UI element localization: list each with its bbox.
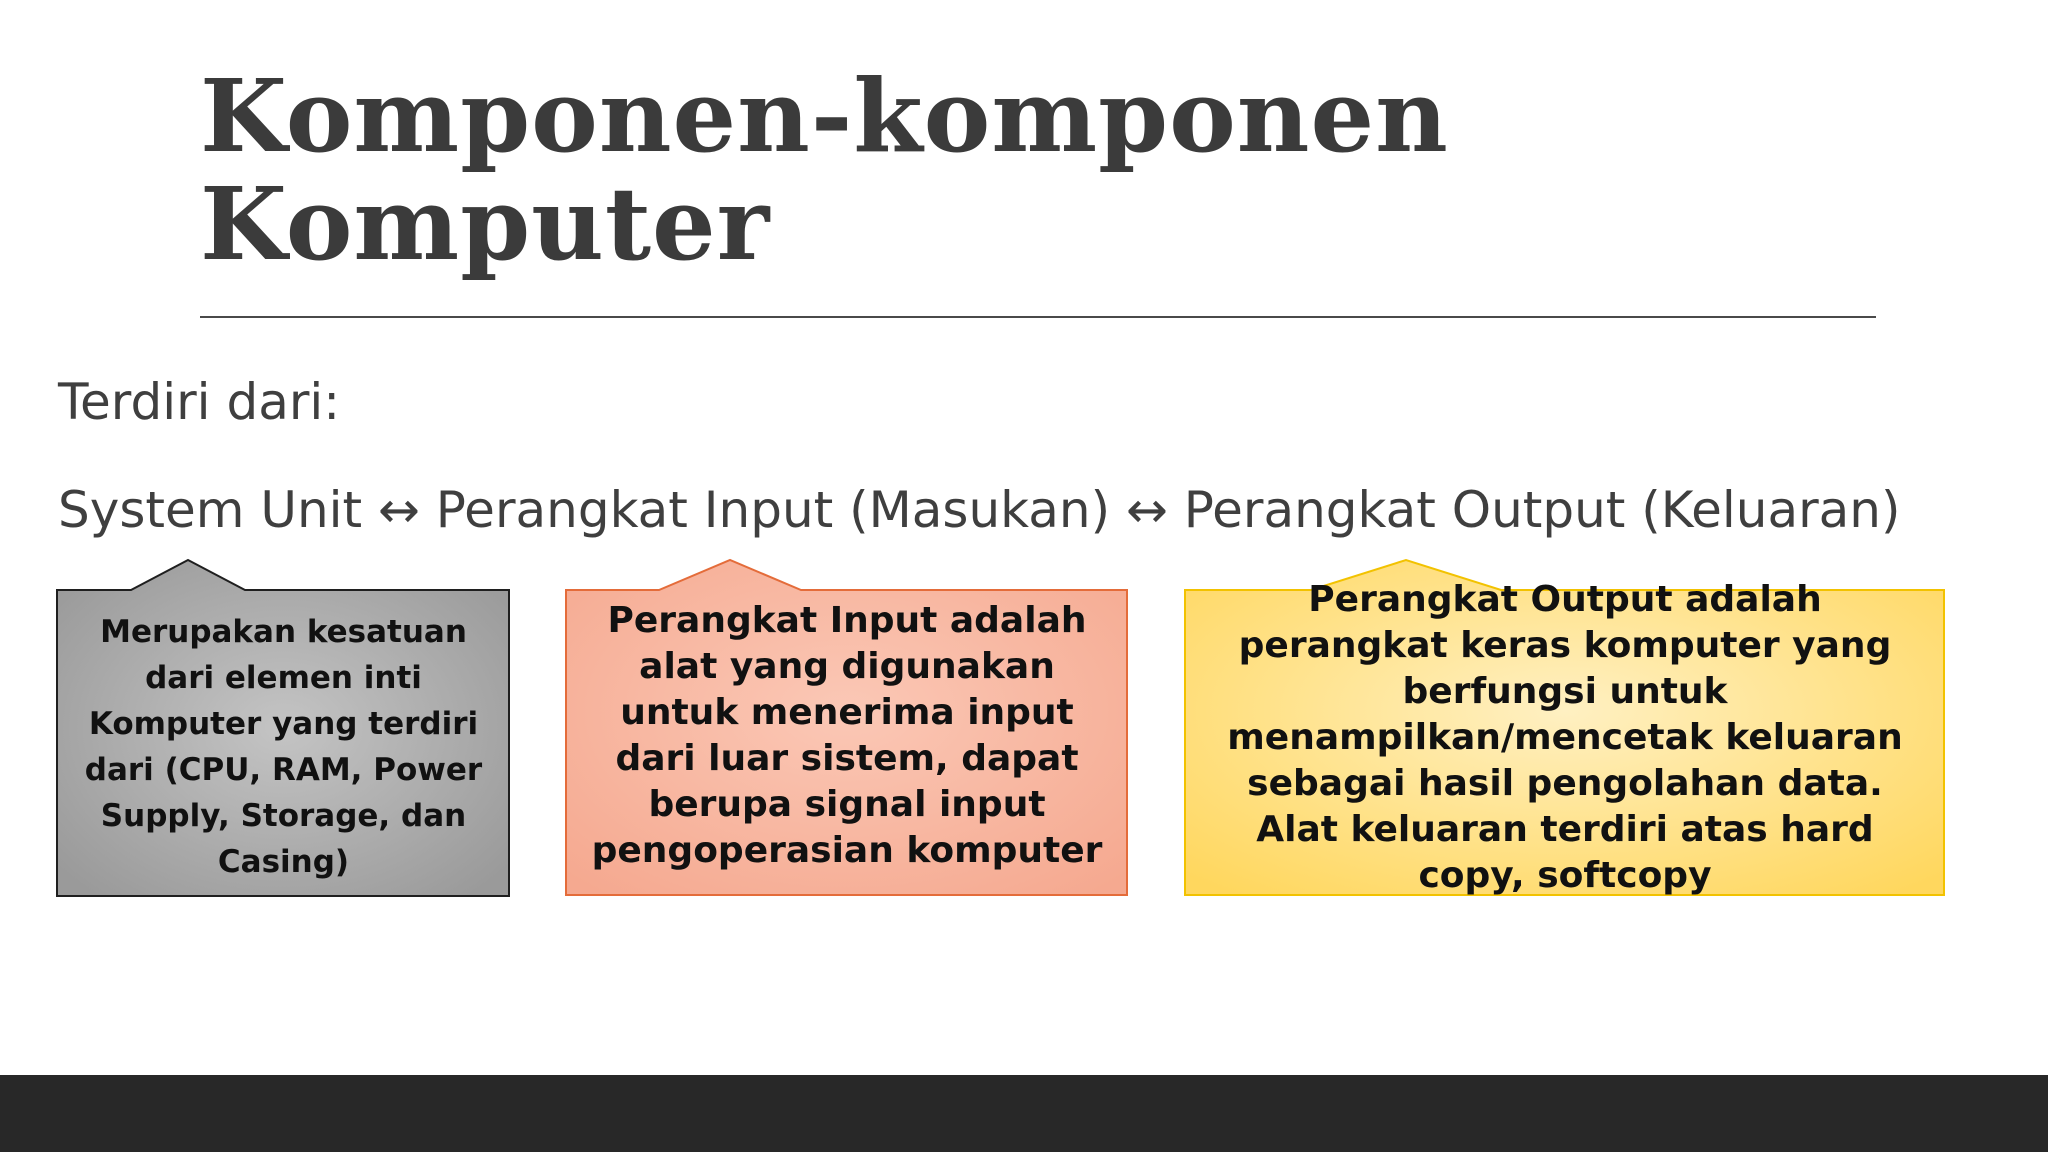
callout-input-device: [565, 558, 1129, 898]
intro-text: Terdiri dari:: [58, 373, 341, 431]
callout-output-device: [1184, 558, 1946, 898]
slide-title: [200, 57, 1900, 283]
callout-system-unit: [56, 558, 511, 898]
slide-title-line-1: Komponen-komponen: [200, 57, 1449, 175]
callout-output-device-text: Perangkat Output adalah perangkat keras komputer yang berfungsi untuk menampilkan/mencetak keluaran sebagai hasil pengolahan data. Alat keluaran terdiri atas hard copy, softcopy: [1227, 579, 1903, 896]
title-divider: [200, 316, 1876, 318]
components-line: System Unit ↔ Perangkat Input (Masukan) ↔ Perangkat Output (Keluaran): [58, 481, 1901, 539]
slide-title-line-2: Komputer: [200, 165, 771, 283]
callout-input-device-text: Perangkat Input adalah alat yang digunakan untuk menerima input dari luar sistem, dapat berupa signal input pengoperasian komputer: [591, 600, 1103, 871]
footer-bar: [0, 1075, 2048, 1152]
callout-system-unit-text: Merupakan kesatuan dari elemen inti Komputer yang terdiri dari (CPU, RAM, Power Supply, Storage, dan Casing): [84, 614, 483, 880]
